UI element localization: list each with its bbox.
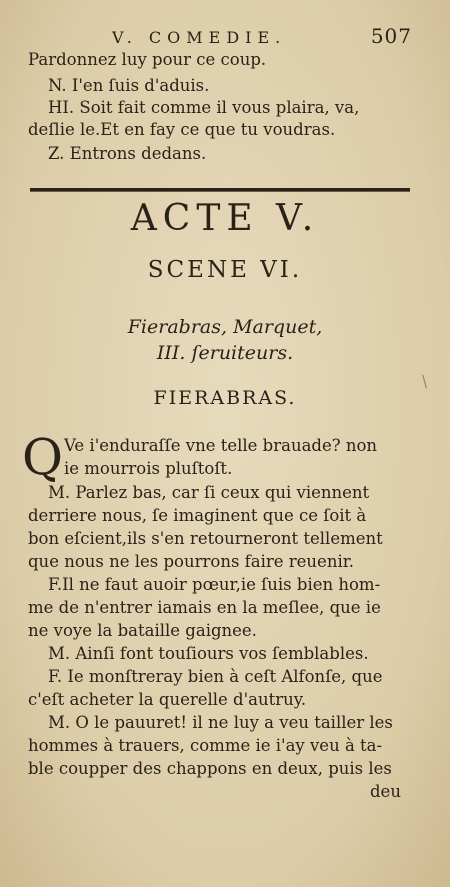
text-line: deſlie le.Et en fay ce que tu voudras.	[28, 120, 336, 139]
page-number: 507	[370, 24, 412, 48]
act-heading: ACTE V.	[130, 198, 320, 239]
speaker-heading: FIERABRAS.	[153, 387, 297, 409]
speech-line: ie mourrois pluſtoſt.	[64, 459, 233, 478]
drop-cap: Q	[22, 428, 63, 486]
speech-line: bon eſcient,ils s'en retourneront tellement	[28, 529, 383, 548]
running-head-title: V. COMEDIE.	[112, 28, 287, 47]
text-line: N. I'en ſuis d'aduis.	[48, 76, 210, 95]
speech-line: ne voye la bataille gaignee.	[28, 621, 257, 640]
speech-line: F. Ie monſtreray bien à ceſt Alfonſe, que	[48, 667, 383, 686]
characters-line: III. ſeruiteurs.	[156, 342, 294, 364]
catchword: deu	[370, 782, 401, 801]
speech-line: c'eſt acheter la querelle d'autruy.	[28, 690, 307, 709]
speech-line: F.Il ne faut auoir pœur,ie ſuis bien hom-	[48, 575, 381, 594]
speech-line: Ve i'enduraſſe vne telle brauade? non	[64, 436, 378, 455]
characters-line: Fierabras, Marquet,	[127, 316, 323, 338]
speech-line: me de n'entrer iamais en la meſlee, que ie	[28, 598, 381, 617]
speech-line: M. O le pauuret! il ne luy a veu tailler les	[48, 713, 393, 732]
text-line: HI. Soit fait comme il vous plaira, va,	[48, 98, 360, 117]
speech-line: que nous ne les pourrons faire reuenir.	[28, 552, 355, 571]
speech-line: hommes à trauers, comme ie i'ay veu à ta-	[28, 736, 383, 755]
speech-line: derriere nous, ſe imaginent que ce ſoit à	[28, 506, 367, 525]
speech-line: M. Parlez bas, car ſi ceux qui viennent	[48, 483, 370, 502]
section-rule	[30, 188, 410, 192]
running-head	[112, 24, 412, 52]
speech-line: M. Ainſi font touſiours vos ſemblables.	[48, 644, 369, 663]
text-line: Pardonnez luy pour ce coup.	[28, 50, 267, 69]
text-line: Z. Entrons dedans.	[48, 144, 207, 163]
scene-heading: SCENE VI.	[147, 257, 303, 283]
speech-line: ble coupper des chappons en deux, puis les	[28, 759, 392, 778]
